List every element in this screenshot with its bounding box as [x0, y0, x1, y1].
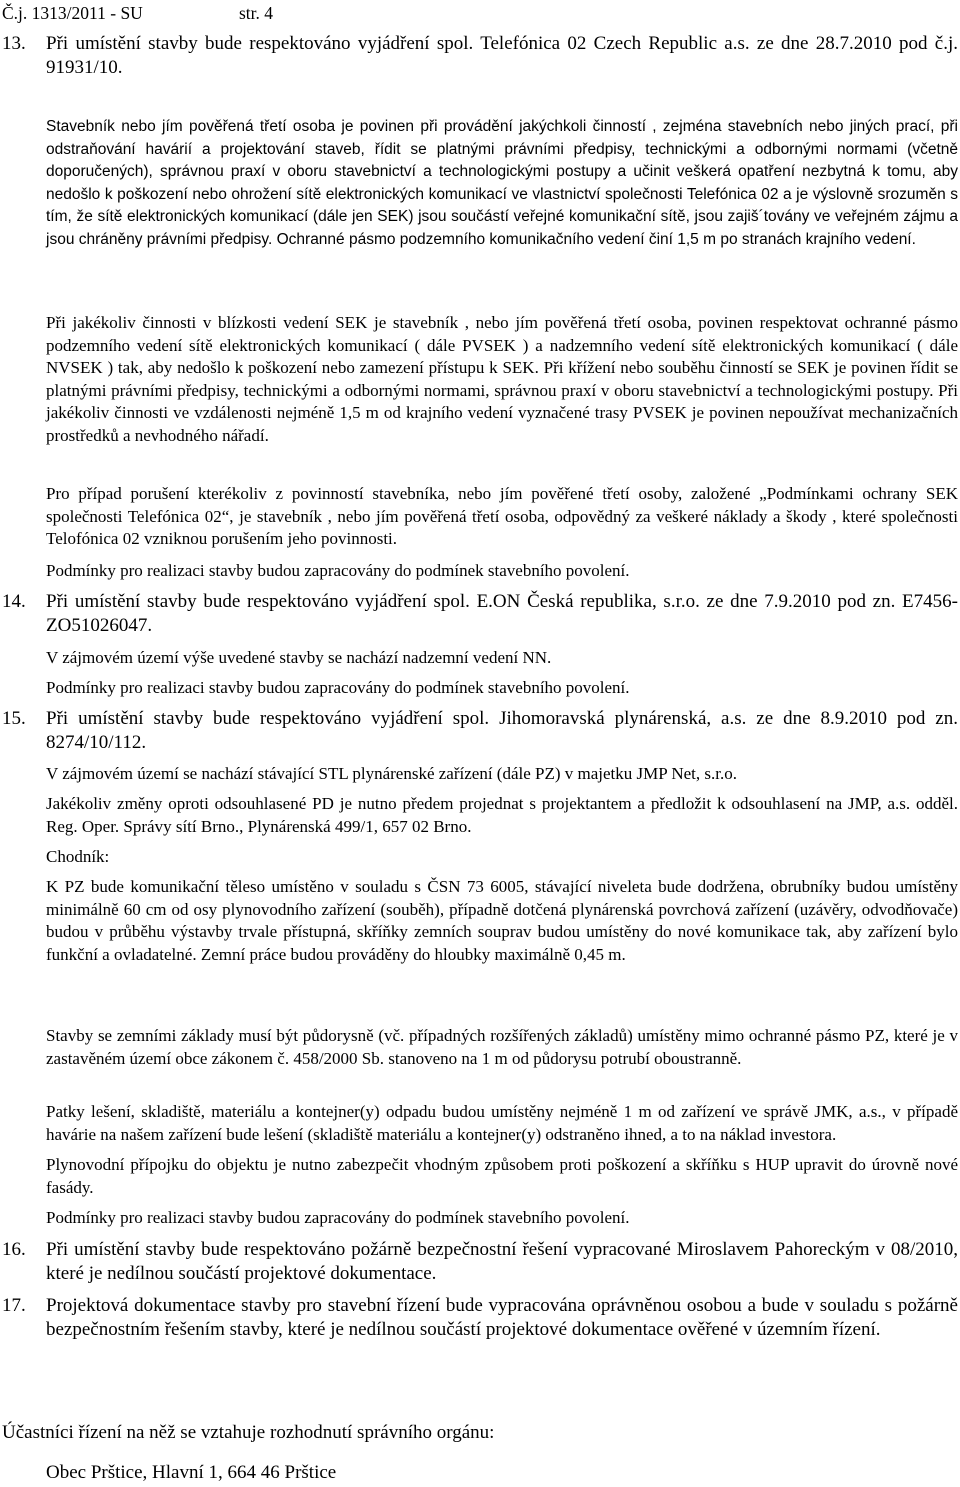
- paragraph: Stavby se zemními základy musí být půdorysně (vč. případných rozšířených základů) umístěny mimo ochranné pásmo PZ, které je v zastavěném území obce zákonem č. 458/2000 Sb. stanoveno na 1 m od půdorysu potrubí oboustranně.: [46, 1026, 958, 1068]
- item-number: 14.: [2, 591, 26, 612]
- item-number: 16.: [2, 1239, 26, 1260]
- condition-item-14: [2, 590, 958, 638]
- condition-item-16: [2, 1238, 958, 1286]
- item-heading: Při umístění stavby bude respektováno požárně bezpečnostní řešení vypracované Miroslavem Pahoreckým v 08/2010, které je nedílnou součástí projektové dokumentace.: [46, 1239, 958, 1284]
- paragraph: V zájmovém území se nachází stávající STL plynárenské zařízení (dále PZ) v majetku JMP Net, s.r.o.: [46, 764, 737, 783]
- condition-item-13: [2, 32, 958, 80]
- item-number: 15.: [2, 708, 26, 729]
- paragraph: Stavebník nebo jím pověřená třetí osoba je povinen při provádění jakýchkoli činností , zejména stavebních nebo jiných prací, při odstraňování havárií a projektování staveb, řídit se platnými právními předpisy, technickými a odbornými normami (včetně doporučených), správnou praxí v oboru stavebnictví a technologickými postupy a učinit veškerá opatření nezbytná k tomu, aby nedošlo k poškození nebo ohrožení sítě elektronických komunikací ve vlastnictví společnosti Telefónica 02 a je výslovně srozuměn s tím, že sítě elektronických komunikací (dále jen SEK) jsou součástí veřejné komunikační sítě, jsou zajiš´továny ve veřejném zájmu a jsou chráněny právními předpisy. Ochranné pásmo podzemního komunikačního vedení činí 1,5 m po stranách krajního vedení.: [46, 118, 958, 248]
- paragraph: V zájmovém území výše uvedené stavby se nachází nadzemní vedení NN.: [46, 648, 552, 667]
- condition-item-15: [2, 707, 958, 755]
- paragraph: Podmínky pro realizaci stavby budou zapracovány do podmínek stavebního povolení.: [46, 561, 630, 580]
- item-heading: Při umístění stavby bude respektováno vyjádření spol. Jihomoravská plynárenská, a.s. ze dne 8.9.2010 pod zn. 8274/10/112.: [46, 708, 958, 753]
- item-heading: Při umístění stavby bude respektováno vyjádření spol. Telefónica 02 Czech Republic a.s. ze dne 28.7.2010 pod č.j. 91931/10.: [46, 33, 958, 78]
- item-heading: Projektová dokumentace stavby pro stavební řízení bude vypracována oprávněnou osobou a bude v souladu s požárně bezpečnostním řešením stavby, které je nedílnou součástí projektové dokumentace ověřené v územním řízení.: [46, 1295, 958, 1340]
- paragraph: Podmínky pro realizaci stavby budou zapracovány do podmínek stavebního povolení.: [46, 1208, 630, 1227]
- document-reference: Č.j. 1313/2011 - SU: [2, 3, 143, 23]
- paragraph: Podmínky pro realizaci stavby budou zapracovány do podmínek stavebního povolení.: [46, 678, 630, 697]
- paragraph: Jakékoliv změny oproti odsouhlasené PD je nutno předem projednat s projektantem a předložit k odsouhlasení na JMP, a.s. odděl. Reg. Oper. Správy sítí Brno., Plynárenská 499/1, 657 02 Brno.: [46, 794, 958, 836]
- paragraph: Pro případ porušení kterékoliv z povinností stavebníka, nebo jím pověřené třetí osoby, založené „Podmínkami ochrany SEK společnosti Telefónica 02“, je stavebník , nebo jím pověřená třetí osoba, odpovědný za veškeré náklady a škody , které společnosti Telofónica 02 vzniknou porušením jeho povinnosti.: [46, 484, 958, 548]
- paragraph: Při jakékoliv činnosti v blízkosti vedení SEK je stavebník , nebo jím pověřená třetí osoba, povinen respektovat ochranné pásmo podzemního vedení sítě elektronických komunikací ( dále PVSEK ) a nadzemního vedení sítě elektronických komunikací ( dále NVSEK ) tak, aby nedošlo k poškození nebo zamezení přístupu k SEK. Při křížení nebo souběhu činností se SEK je povinen řídit se platnými právními předpisy, technickými a odbornými normami, správnou praxí v oboru stavebnictví a technologickými postupy. Při jakékoliv činnosti ve vzdálenosti nejméně 1,5 m od krajního vedení vyznačené trasy PVSEK je povinen nepoužívat mechanizačních prostředků a nevhodného nářadí.: [46, 313, 958, 445]
- participant-address: Obec Prštice, Hlavní 1, 664 46 Prštice: [46, 1462, 337, 1483]
- paragraph-label: Chodník:: [46, 847, 110, 866]
- item-number: 17.: [2, 1295, 26, 1316]
- item-number: 13.: [2, 33, 26, 54]
- paragraph: Plynovodní přípojku do objektu je nutno zabezpečit vhodným způsobem proti poškození a skříňku s HUP upravit do úrovně nové fasády.: [46, 1155, 958, 1197]
- paragraph: K PZ bude komunikační těleso umístěno v souladu s ČSN 73 6005, stávající niveleta bude dodržena, obrubníky budou umístěny minimálně 60 cm od osy plynovodního zařízení (souběh), případně dotčená plynárenská povrchová zařízení (uzávěry, odvodňovače) budou v průběhu výstavby trvale přístupná, skříňky zemních souprav budou umístěny do nové komunikace tak, aby zařízení bylo funkční a ovladatelné. Zemní práce budou prováděny do hloubky maximálně 0,45 m.: [46, 877, 958, 964]
- condition-item-17: [2, 1294, 958, 1342]
- page-header: [0, 2, 960, 24]
- item-heading: Při umístění stavby bude respektováno vyjádření spol. E.ON Česká republika, s.r.o. ze dne 7.9.2010 pod zn. E7456-ZO51026047.: [46, 591, 958, 636]
- page-number: str. 4: [239, 3, 274, 23]
- paragraph: Patky lešení, skladiště, materiálu a kontejner(y) odpadu budou umístěny nejméně 1 m od zařízení ve správě JMK, a.s., v případě havárie na našem zařízení bude lešení (skladiště materiálu a kontejner(y) odstraněno ihned, a to na náklad investora.: [46, 1102, 958, 1144]
- participants-label: Účastníci řízení na něž se vztahuje rozhodnutí správního orgánu:: [2, 1422, 495, 1443]
